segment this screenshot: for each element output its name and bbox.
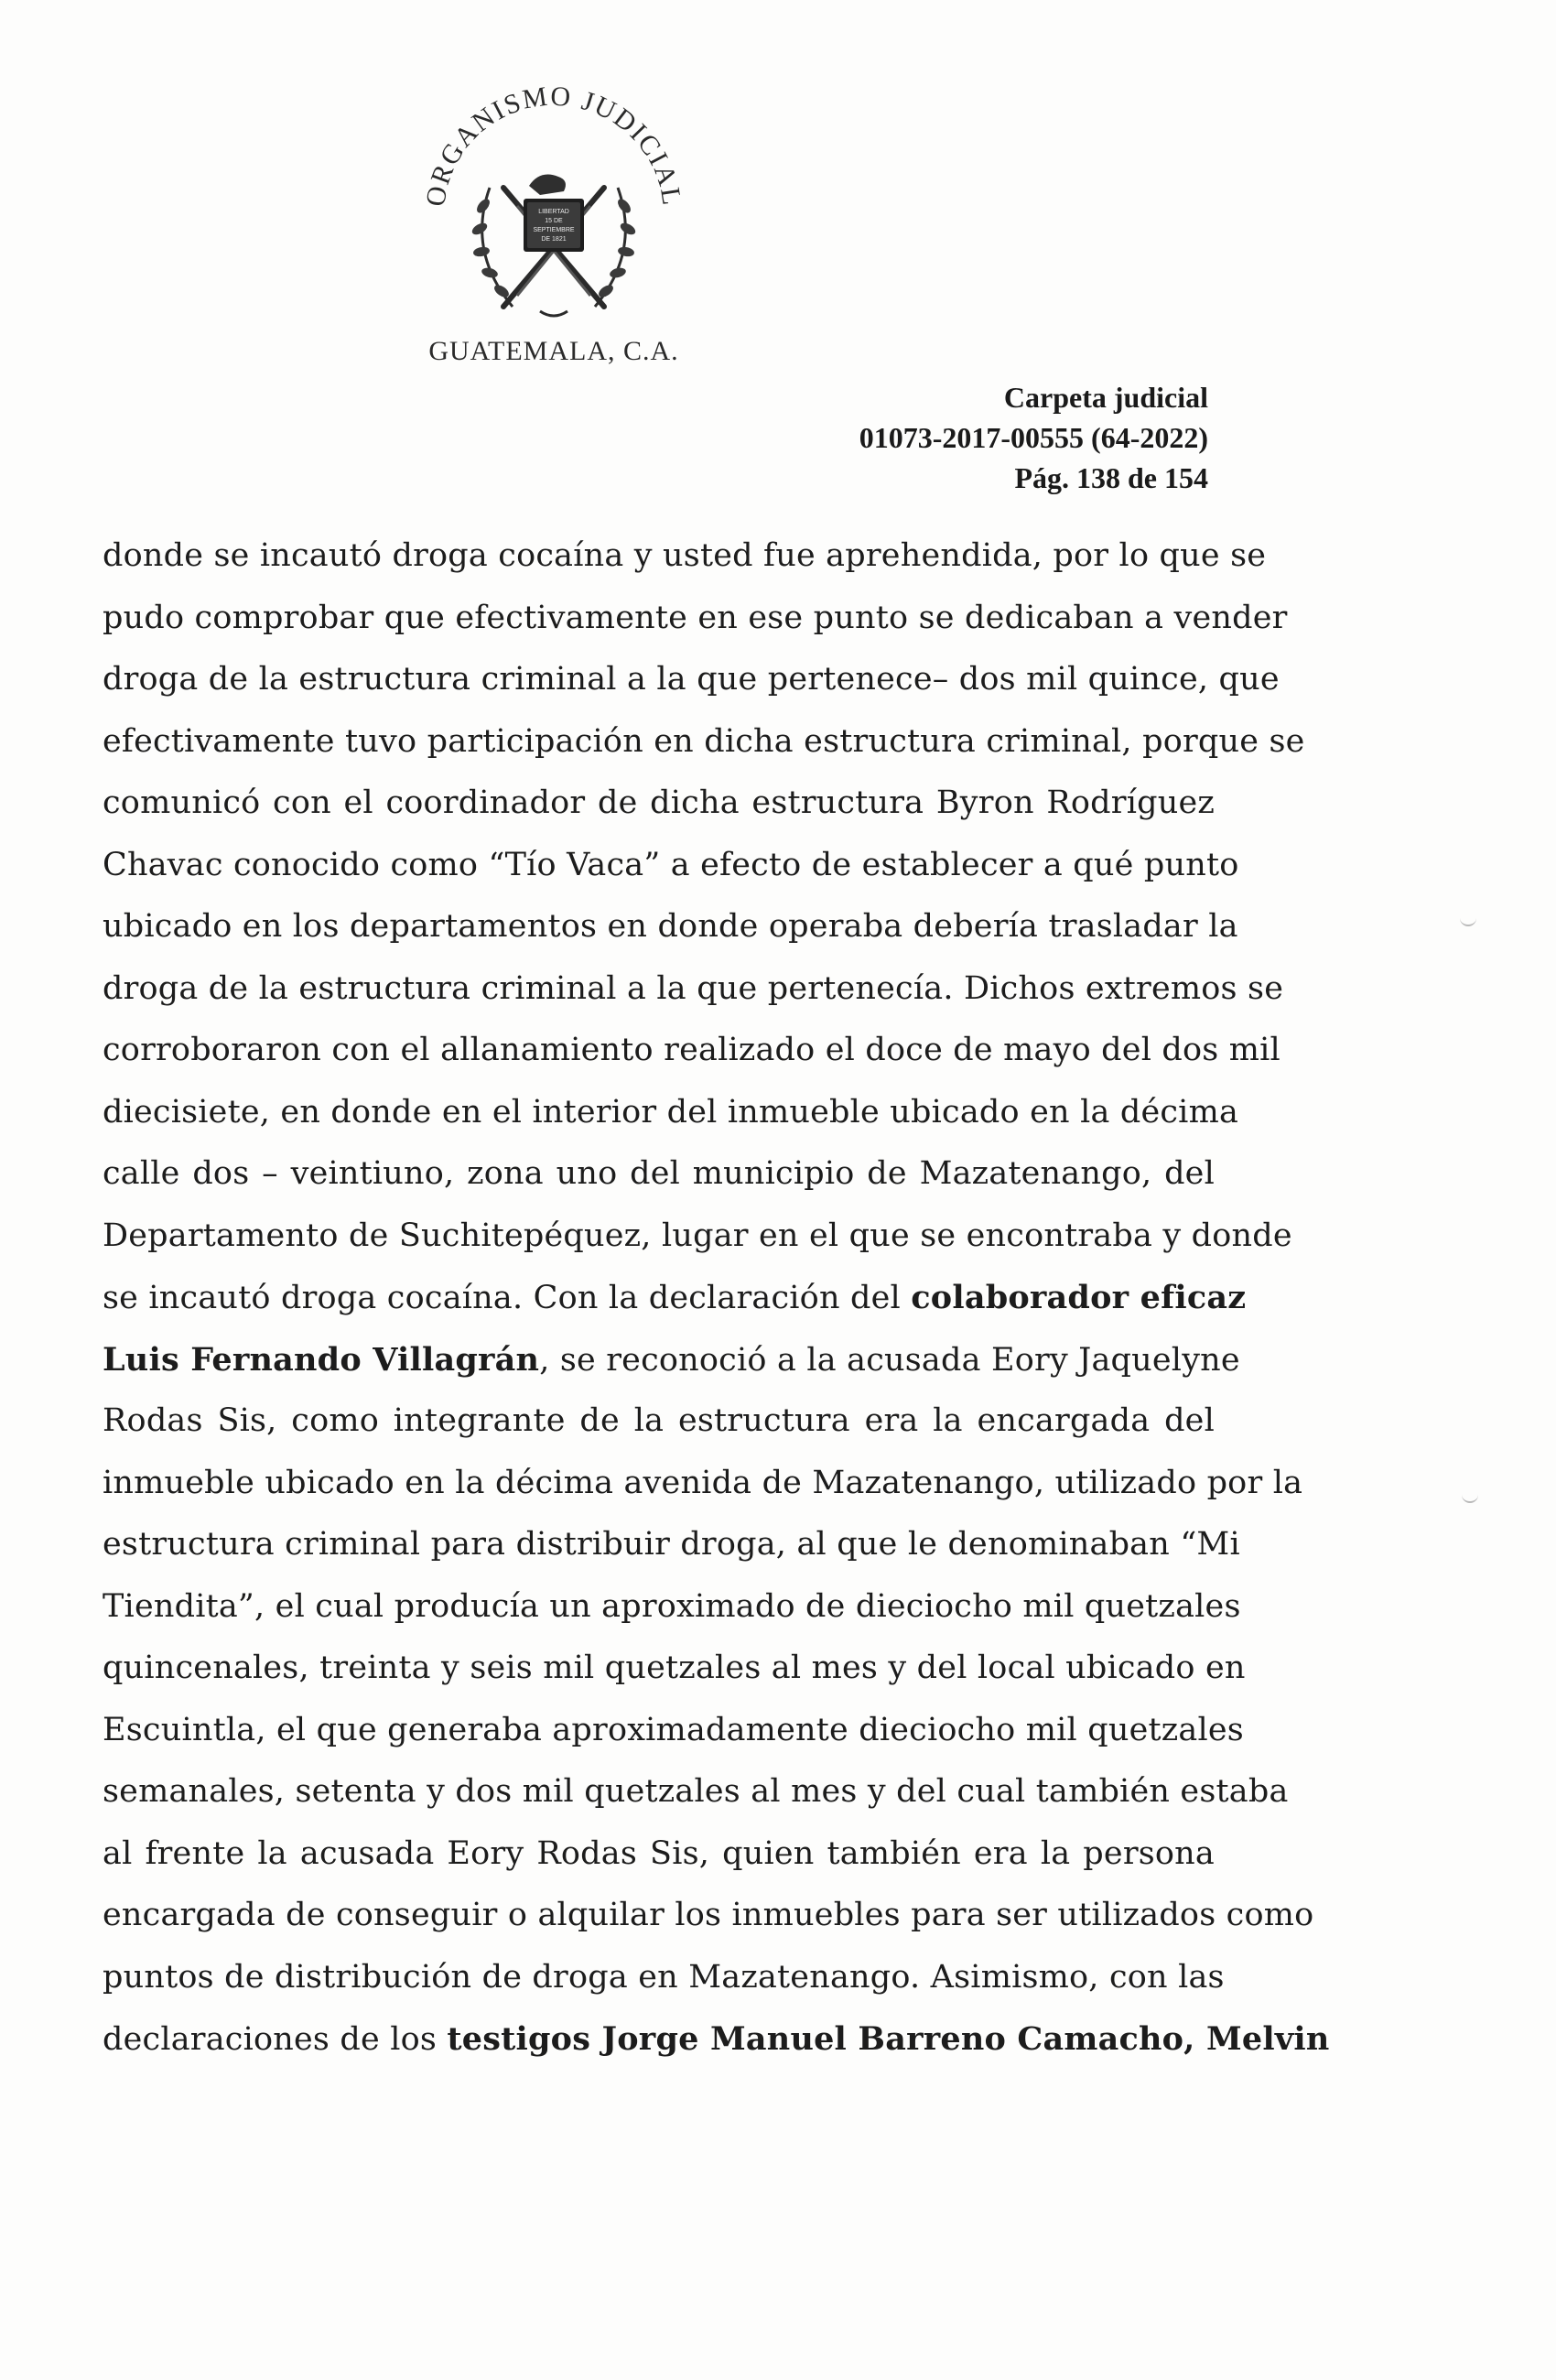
text-line <box>103 1885 1314 1947</box>
text-segment: comunicó con el coordinador de dicha estructura Byron Rodríguez <box>103 784 1215 821</box>
text-line <box>103 2008 1330 2071</box>
text-segment: Tiendita”, el cual producía un aproximado de dieciocho mil quetzales <box>103 1587 1241 1625</box>
text-segment: declaraciones de los <box>103 2021 448 2058</box>
page-indicator: Pág. 138 de 154 <box>1014 461 1208 494</box>
text-line <box>103 1638 1246 1700</box>
text-segment: Rodas Sis, como integrante de la estructura era la encargada del <box>103 1402 1215 1439</box>
text-segment: droga de la estructura criminal a la que pertenece– dos mil quince, que <box>103 661 1280 698</box>
text-line <box>103 1453 1303 1515</box>
coat-of-arms-icon <box>403 78 705 352</box>
bold-text: colaborador eficaz <box>911 1279 1247 1316</box>
text-line <box>103 958 1284 1021</box>
case-number: 01073-2017-00555 (64-2022) <box>859 421 1208 454</box>
text-segment: diecisiete, en donde en el interior del inmueble ubicado en la décima <box>103 1093 1239 1130</box>
text-line <box>103 896 1238 958</box>
text-segment: se incautó droga cocaína. Con la declaración del <box>103 1280 912 1316</box>
text-line <box>103 1761 1289 1823</box>
text-segment: corroboraron con el allanamiento realizado el doce de mayo del dos mil <box>103 1032 1280 1068</box>
text-line <box>103 773 1215 835</box>
text-line <box>103 525 1267 588</box>
svg-text:15 DE: 15 DE <box>545 218 563 224</box>
text-segment: Departamento de Suchitepéquez, lugar en el que se encontraba y donde <box>103 1217 1292 1254</box>
text-segment: Chavac conocido como “Tío Vaca” a efecto de establecer a qué punto <box>103 846 1239 883</box>
text-segment: semanales, setenta y dos mil quetzales al mes y del cual también estaba <box>103 1773 1289 1810</box>
text-segment: estructura criminal para distribuir droga, al que le denominaban “Mi <box>103 1526 1240 1563</box>
case-reference <box>859 377 1208 498</box>
text-line <box>103 1020 1280 1082</box>
body-paragraph <box>103 525 1330 2071</box>
text-segment: quincenales, treinta y seis mil quetzales al mes y del local ubicado en <box>103 1650 1246 1686</box>
text-segment: Escuintla, el que generaba aproximadamente dieciocho mil quetzales <box>103 1711 1244 1748</box>
text-segment: ubicado en los departamentos en donde operaba debería trasladar la <box>103 908 1238 945</box>
text-line <box>103 835 1239 897</box>
text-segment: droga de la estructura criminal a la que pertenecía. Dichos extremos se <box>103 969 1284 1007</box>
text-line <box>103 1700 1244 1762</box>
text-line <box>103 1267 1247 1329</box>
text-line <box>103 1143 1215 1206</box>
text-line <box>103 1514 1240 1576</box>
case-label: Carpeta judicial <box>1003 381 1208 414</box>
svg-text:SEPTIEMBRE: SEPTIEMBRE <box>533 227 575 233</box>
text-segment: al frente la acusada Eory Rodas Sis, quien también era la persona <box>103 1834 1215 1872</box>
text-segment: efectivamente tuvo participación en dicha estructura criminal, porque se <box>103 722 1305 760</box>
svg-text:DE 1821: DE 1821 <box>541 236 567 243</box>
text-segment: encargada de conseguir o alquilar los inmuebles para ser utilizados como <box>103 1897 1314 1933</box>
text-segment: pudo comprobar que efectivamente en ese punto se dedicaban a vender <box>103 599 1288 636</box>
svg-text:LIBERTAD: LIBERTAD <box>538 209 569 215</box>
text-line <box>103 1390 1215 1453</box>
text-line <box>103 1082 1239 1144</box>
text-line <box>103 1823 1215 1886</box>
seal-caption: GUATEMALA, C.A. <box>428 336 679 366</box>
bold-text: Luis Fernando Villagrán <box>103 1340 540 1379</box>
judicial-seal <box>403 78 705 389</box>
text-segment: , se reconoció a la acusada Eory Jaquelyne <box>539 1341 1240 1379</box>
text-segment: donde se incautó droga cocaína y usted fue aprehendida, por lo que se <box>103 537 1267 574</box>
text-line <box>103 711 1305 774</box>
scan-mark <box>1462 1492 1478 1503</box>
bold-text: testigos Jorge Manuel Barreno Camacho, Melvin <box>447 2020 1330 2058</box>
text-segment: inmueble ubicado en la décima avenida de Mazatenango, utilizado por la <box>103 1464 1303 1501</box>
text-line <box>103 1947 1225 2009</box>
text-line <box>103 1206 1292 1268</box>
seal-arc-text: ORGANISMO JUDICIAL <box>420 81 687 209</box>
scan-mark <box>1460 915 1476 926</box>
text-segment: calle dos – veintiuno, zona uno del municipio de Mazatenango, del <box>103 1155 1215 1192</box>
text-line <box>103 588 1288 650</box>
text-line <box>103 1329 1240 1391</box>
text-line <box>103 1576 1241 1639</box>
text-segment: puntos de distribución de droga en Mazatenango. Asimismo, con las <box>103 1958 1225 1996</box>
text-line <box>103 649 1280 711</box>
